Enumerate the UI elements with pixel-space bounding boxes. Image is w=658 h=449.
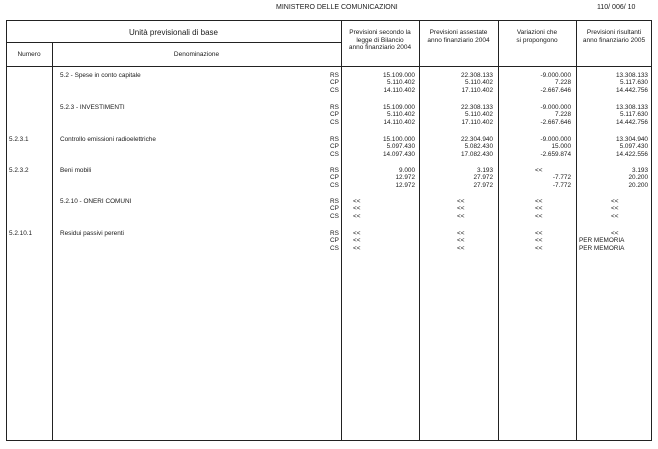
row-denominazione: 5.2.10 - ONERI COMUNI <box>60 198 132 205</box>
cell-variazioni: -7.772 <box>552 174 571 182</box>
cell-risultanti: 13.308.133 <box>616 72 648 79</box>
cell-bilancio: << <box>353 198 361 205</box>
cell-assestate: 22.304.940 <box>461 136 493 143</box>
cell-variazioni: -9.000.000 <box>540 72 571 79</box>
row-code: CP <box>330 237 339 245</box>
cell-variazioni: << <box>535 244 543 252</box>
col-denominazione-header: Denominazione <box>173 51 220 58</box>
col-prev-assestate-header: Previsioni assestate anno finanziario 2004 <box>427 29 490 44</box>
cell-assestate: << <box>457 212 465 220</box>
row-code: RS <box>330 72 339 79</box>
row-code: CS <box>330 118 339 126</box>
cell-variazioni: -2.659.874 <box>540 150 571 158</box>
cell-variazioni: << <box>535 212 543 220</box>
row-denominazione: Beni mobili <box>60 167 92 174</box>
page-code: 110/ 006/ 10 <box>597 4 636 11</box>
row-code: CP <box>330 79 339 87</box>
cell-variazioni: -2.667.646 <box>540 86 571 94</box>
cell-risultanti: 13.308.133 <box>616 104 648 111</box>
cell-assestate: 5.082.430 <box>464 143 493 151</box>
ministry-header: MINISTERO DELLE COMUNICAZIONI <box>276 4 398 11</box>
cell-bilancio: << <box>353 244 361 252</box>
cell-bilancio: 14.110.402 <box>383 118 415 126</box>
cell-assestate: 17.082.430 <box>461 150 493 158</box>
cell-assestate: 5.110.402 <box>465 79 493 87</box>
row-denominazione: Residui passivi perenti <box>60 230 124 237</box>
row-code: RS <box>330 104 339 111</box>
cell-assestate: 3.193 <box>477 167 493 174</box>
cell-bilancio: << <box>353 230 361 237</box>
divider-group-header <box>6 42 341 43</box>
divider-numero <box>52 42 53 441</box>
col-prev-bilancio-header: Previsioni secondo la legge di Bilancio anno finanziario 2004 <box>348 29 412 52</box>
cell-risultanti: << <box>611 230 619 237</box>
cell-bilancio: 15.109.000 <box>383 72 415 79</box>
cell-bilancio: 15.100.000 <box>383 136 415 143</box>
row-code: CS <box>330 150 339 158</box>
cell-variazioni: 7.228 <box>555 111 571 119</box>
cell-risultanti: 5.117.630 <box>620 79 648 87</box>
cell-risultanti: << <box>611 212 619 220</box>
cell-bilancio: 14.097.430 <box>383 150 415 158</box>
row-code: CP <box>330 174 339 182</box>
row-code: CS <box>330 244 339 252</box>
cell-variazioni: << <box>535 198 543 205</box>
cell-assestate: << <box>457 244 465 252</box>
cell-variazioni: 15.000 <box>551 143 571 151</box>
cell-risultanti: 5.117.630 <box>620 111 648 119</box>
cell-variazioni: 7.228 <box>555 79 571 87</box>
cell-assestate: 17.110.402 <box>461 118 493 126</box>
cell-bilancio: << <box>353 205 361 213</box>
row-numero: 5.2.3.2 <box>9 167 29 174</box>
cell-variazioni: -9.000.000 <box>540 136 571 143</box>
cell-assestate: << <box>457 237 465 245</box>
cell-assestate: 27.972 <box>473 181 493 189</box>
cell-variazioni: << <box>535 167 543 174</box>
row-code: RS <box>330 230 339 237</box>
cell-risultanti: 20.200 <box>628 174 648 182</box>
row-code: CS <box>330 181 339 189</box>
cell-bilancio: 5.110.402 <box>387 111 415 119</box>
cell-risultanti: PER MEMORIA <box>579 244 625 252</box>
row-denominazione: Controllo emissioni radioelettriche <box>60 136 156 143</box>
cell-risultanti: 14.442.756 <box>616 86 648 94</box>
row-code: RS <box>330 136 339 143</box>
divider-header-bottom <box>6 66 652 67</box>
row-code: RS <box>330 198 339 205</box>
row-code: CP <box>330 205 339 213</box>
col-prev-risultanti-header: Previsioni risultanti anno finanziario 2005 <box>582 29 646 44</box>
group-header: Unità previsionali di base <box>129 28 218 37</box>
col-variazioni-header: Variazioni che si propongono <box>516 29 558 44</box>
cell-assestate: << <box>457 205 465 213</box>
cell-bilancio: 15.109.000 <box>383 104 415 111</box>
cell-assestate: 17.110.402 <box>461 86 493 94</box>
row-code: CS <box>330 212 339 220</box>
cell-variazioni: -2.667.646 <box>540 118 571 126</box>
row-code: CS <box>330 86 339 94</box>
cell-assestate: 22.308.133 <box>461 104 493 111</box>
row-denominazione: 5.2 - Spese in conto capitale <box>60 72 141 79</box>
cell-bilancio: << <box>353 212 361 220</box>
cell-assestate: << <box>457 230 465 237</box>
cell-bilancio: 12.972 <box>395 174 415 182</box>
cell-assestate: << <box>457 198 465 205</box>
row-code: CP <box>330 143 339 151</box>
row-denominazione: 5.2.3 - INVESTIMENTI <box>60 104 125 111</box>
cell-bilancio: << <box>353 237 361 245</box>
row-code: CP <box>330 111 339 119</box>
cell-risultanti: 20.200 <box>628 181 648 189</box>
cell-risultanti: << <box>611 198 619 205</box>
cell-assestate: 5.110.402 <box>465 111 493 119</box>
cell-risultanti: 14.422.556 <box>616 150 648 158</box>
cell-risultanti: << <box>611 205 619 213</box>
cell-risultanti: PER MEMORIA <box>579 237 625 245</box>
cell-bilancio: 12.972 <box>395 181 415 189</box>
cell-variazioni: -9.000.000 <box>540 104 571 111</box>
cell-risultanti: 5.097.430 <box>619 143 648 151</box>
cell-bilancio: 5.110.402 <box>387 79 415 87</box>
cell-variazioni: << <box>535 237 543 245</box>
cell-assestate: 22.308.133 <box>461 72 493 79</box>
cell-bilancio: 14.110.402 <box>383 86 415 94</box>
cell-bilancio: 5.097.430 <box>386 143 415 151</box>
cell-variazioni: -7.772 <box>552 181 571 189</box>
cell-variazioni: << <box>535 230 543 237</box>
row-numero: 5.2.3.1 <box>9 136 29 143</box>
cell-bilancio: 9.000 <box>399 167 415 174</box>
row-numero: 5.2.10.1 <box>9 230 33 237</box>
cell-variazioni: << <box>535 205 543 213</box>
col-numero-header: Numero <box>17 51 41 58</box>
cell-risultanti: 14.442.756 <box>616 118 648 126</box>
cell-assestate: 27.972 <box>473 174 493 182</box>
row-code: RS <box>330 167 339 174</box>
cell-risultanti: 13.304.940 <box>616 136 648 143</box>
cell-risultanti: 3.193 <box>632 167 648 174</box>
